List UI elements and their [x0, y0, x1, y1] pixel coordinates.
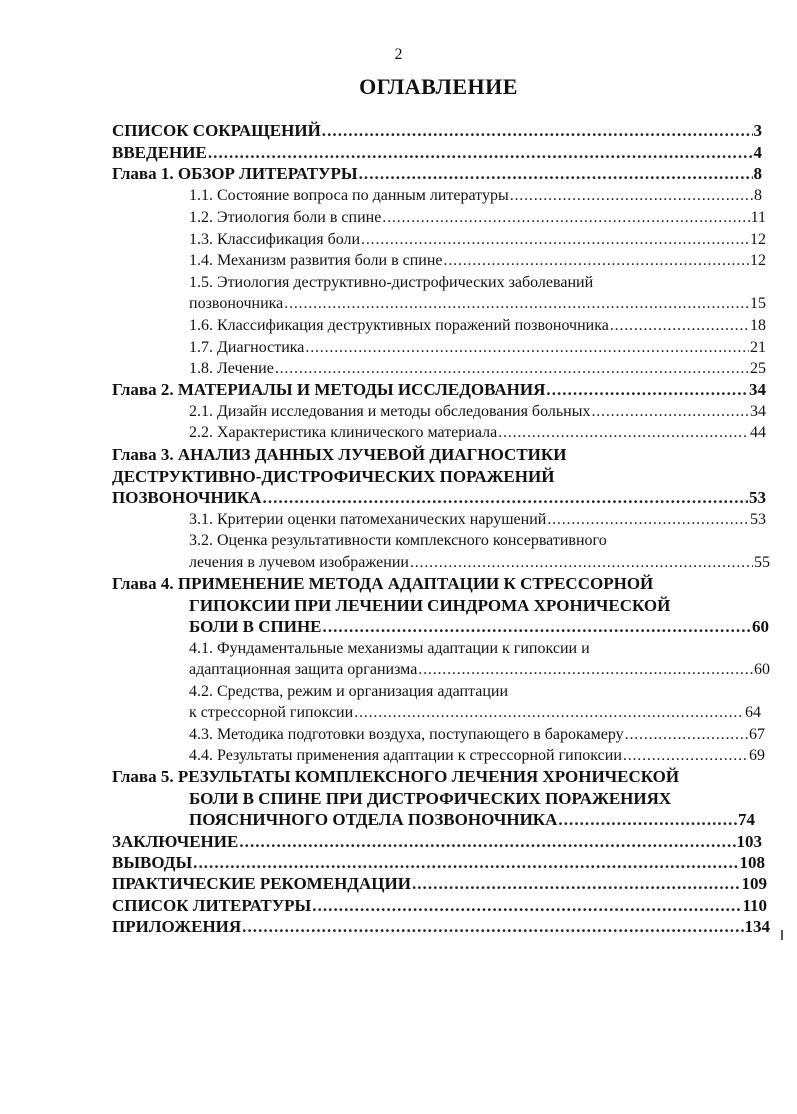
- toc-entry-title: 1.1. Состояние вопроса по данным литературы: [189, 187, 509, 204]
- toc-entry-page: 8: [754, 187, 762, 204]
- toc-entry-page: 55: [754, 554, 770, 571]
- toc-entry-page: 11: [750, 209, 766, 226]
- toc-entry-title: БОЛИ В СПИНЕ ПРИ ДИСТРОФИЧЕСКИХ ПОРАЖЕНИЯХ: [189, 789, 672, 808]
- toc-entry: [189, 703, 761, 723]
- toc-entry-title: 4.4. Результаты применения адаптации к стрессорной гипоксии: [189, 747, 622, 764]
- toc-entry-title: ГИПОКСИИ ПРИ ЛЕЧЕНИИ СИНДРОМА ХРОНИЧЕСКОЙ: [189, 596, 671, 615]
- toc-entry: [112, 445, 766, 465]
- toc-entry-page: 109: [741, 874, 767, 893]
- toc-entry-title: СПИСОК ЛИТЕРАТУРЫ: [112, 896, 312, 915]
- toc-entry-title: 1.2. Этиология боли в спине: [189, 209, 382, 226]
- toc-entry-title: 1.7. Диагностика: [189, 339, 305, 356]
- toc-entry: [112, 143, 762, 163]
- toc-entry-page: 34: [749, 380, 766, 399]
- toc-entry-title: ПРИЛОЖЕНИЯ: [112, 917, 242, 936]
- toc-entry: [189, 531, 766, 551]
- toc-entry: [189, 789, 766, 809]
- toc-entry: [189, 359, 766, 379]
- toc-entry-title: СПИСОК СОКРАЩЕНИЙ: [112, 121, 321, 140]
- toc-entry-page: 67: [749, 726, 765, 743]
- dot-leader: [242, 917, 743, 937]
- toc-entry-title: ВВЕДЕНИЕ: [112, 143, 207, 162]
- toc-entry-title: 4.1. Фундаментальные механизмы адаптации к гипоксии и: [189, 640, 590, 657]
- toc-entry: [189, 510, 766, 530]
- toc-entry: [112, 574, 772, 594]
- toc-entry-page: 108: [739, 853, 765, 872]
- dot-leader: [412, 874, 741, 894]
- toc-entry-title: адаптационная защита организма: [189, 661, 418, 678]
- toc-entry-page: 18: [750, 317, 766, 334]
- toc-entry-title: Глава 4. ПРИМЕНЕНИЕ МЕТОДА АДАПТАЦИИ К СТРЕССОРНОЙ: [112, 574, 654, 593]
- toc-entry: [112, 380, 766, 400]
- dot-leader: [359, 164, 753, 184]
- toc-entry-title: 4.2. Средства, режим и организация адаптации: [189, 683, 509, 700]
- toc-entry-title: Глава 2. МАТЕРИАЛЫ И МЕТОДЫ ИССЛЕДОВАНИЯ: [112, 380, 546, 399]
- toc-entry-page: 110: [742, 896, 767, 915]
- toc-entry-title: к стрессорной гипоксии: [189, 704, 354, 721]
- dot-leader: [418, 660, 753, 680]
- toc-entry: [189, 294, 766, 314]
- dot-leader: [361, 230, 749, 250]
- toc-entry: [189, 810, 755, 830]
- dot-leader: [546, 380, 748, 400]
- toc-entry-title: 1.8. Лечение: [189, 360, 274, 377]
- toc-entry-title: 1.5. Этиология деструктивно-дистрофических заболеваний: [189, 274, 594, 291]
- toc-entry-page: 53: [750, 511, 766, 528]
- toc-entry-title: 1.3. Классификация боли: [189, 231, 361, 248]
- toc-entry: [189, 682, 766, 702]
- page-title: ОГЛАВЛЕНИЕ: [359, 74, 518, 99]
- dot-leader: [410, 553, 753, 573]
- dot-leader: [323, 617, 751, 637]
- toc-entry-title: Глава 1. ОБЗОР ЛИТЕРАТУРЫ: [112, 164, 358, 183]
- toc-entry-title: ВЫВОДЫ: [112, 853, 193, 872]
- dot-leader: [382, 208, 749, 228]
- toc-entry-title: ПОЯСНИЧНОГО ОТДЕЛА ПОЗВОНОЧНИКА: [189, 810, 558, 829]
- toc-entry-title: 2.2. Характеристика клинического материала: [189, 424, 498, 441]
- dot-leader: [284, 294, 749, 314]
- toc-entry-title: позвоночника: [189, 295, 284, 312]
- dot-leader: [547, 510, 749, 530]
- toc-entry: [112, 121, 762, 141]
- toc-entry-title: ЗАКЛЮЧЕНИЕ: [112, 832, 239, 851]
- toc-entry-title: 2.1. Дизайн исследования и методы обследования больных: [189, 403, 591, 420]
- dot-leader: [275, 359, 749, 379]
- dot-leader: [322, 121, 753, 141]
- dot-leader: [239, 832, 735, 852]
- toc-entry-page: 25: [750, 360, 766, 377]
- toc-entry-title: БОЛИ В СПИНЕ: [189, 617, 322, 636]
- toc-entry-page: 34: [750, 403, 766, 420]
- dot-leader: [498, 423, 749, 443]
- dot-leader: [312, 896, 741, 916]
- toc-entry-page: 15: [750, 295, 766, 312]
- toc-entry: [189, 208, 766, 228]
- toc-entry-title: 3.2. Оценка результативности комплексного консервативного: [189, 532, 607, 549]
- toc-entry: [189, 251, 766, 271]
- toc-entry: [189, 338, 766, 358]
- toc-entry: [112, 874, 767, 894]
- page-number: 2: [394, 46, 403, 63]
- toc-entry: [112, 832, 762, 852]
- dot-leader: [510, 186, 753, 206]
- toc-entry-page: 74: [738, 810, 755, 829]
- toc-entry-title: ПОЗВОНОЧНИКА: [112, 488, 262, 507]
- toc-entry: [112, 896, 767, 916]
- toc-entry-page: 103: [736, 832, 762, 851]
- toc-entry: [189, 316, 766, 336]
- toc-entry-title: 1.6. Классификация деструктивных поражений позвоночника: [189, 317, 609, 334]
- toc-entry: [189, 553, 770, 573]
- toc-entry: [112, 853, 765, 873]
- toc-entry-page: 21: [750, 339, 766, 356]
- toc-entry: [189, 617, 769, 637]
- dot-leader: [305, 338, 749, 358]
- toc-entry: [189, 402, 766, 422]
- toc-entry: [189, 423, 766, 443]
- toc-entry-page: 44: [750, 424, 766, 441]
- toc-entry: [189, 186, 762, 206]
- dot-leader: [444, 251, 749, 271]
- toc-entry-page: 12: [750, 231, 766, 248]
- toc-entry-page: 12: [750, 252, 766, 269]
- toc-entry-page: 60: [754, 661, 770, 678]
- toc-entry-page: 8: [753, 164, 762, 183]
- toc-entry-page: 60: [752, 617, 769, 636]
- toc-entry-title: лечения в лучевом изображении: [189, 554, 409, 571]
- toc-entry: [189, 725, 765, 745]
- toc-entry: [189, 660, 770, 680]
- toc-entry-page: 4: [753, 143, 762, 162]
- toc-entry-page: 64: [745, 704, 761, 721]
- toc-entry: [112, 917, 770, 937]
- dot-leader: [610, 316, 749, 336]
- toc-entry-title: ДЕСТРУКТИВНО-ДИСТРОФИЧЕСКИХ ПОРАЖЕНИЙ: [112, 467, 555, 486]
- toc-entry: [189, 746, 765, 766]
- toc-entry: [112, 467, 766, 487]
- dot-leader: [591, 402, 749, 422]
- toc-entry: [112, 767, 772, 787]
- toc-entry: [189, 273, 766, 293]
- toc-entry-title: 4.3. Методика подготовки воздуха, поступающего в барокамеру: [189, 726, 624, 743]
- toc-entry: [189, 639, 766, 659]
- toc-entry-title: 1.4. Механизм развития боли в спине: [189, 252, 443, 269]
- dot-leader: [193, 853, 738, 873]
- toc-entry-title: ПРАКТИЧЕСКИЕ РЕКОМЕНДАЦИИ: [112, 874, 411, 893]
- toc-entry-page: 69: [749, 747, 765, 764]
- toc-entry: [189, 230, 766, 250]
- dot-leader: [263, 488, 748, 508]
- toc-entry-title: Глава 3. АНАЛИЗ ДАННЫХ ЛУЧЕВОЙ ДИАГНОСТИКИ: [112, 445, 567, 464]
- scan-margin-mark: [781, 930, 787, 940]
- toc-entry: [112, 164, 762, 184]
- toc-entry: [112, 488, 766, 508]
- toc-entry-page: 53: [749, 488, 766, 507]
- dot-leader: [625, 725, 748, 745]
- toc-entry-title: Глава 5. РЕЗУЛЬТАТЫ КОМПЛЕКСНОГО ЛЕЧЕНИЯ ХРОНИЧЕСКОЙ: [112, 767, 680, 786]
- toc-entry-page: 3: [753, 121, 762, 140]
- dot-leader: [558, 810, 737, 830]
- toc-entry-page: 134: [744, 917, 770, 936]
- toc-entry: [189, 596, 769, 616]
- dot-leader: [623, 746, 748, 766]
- dot-leader: [208, 143, 753, 163]
- toc-entry-title: 3.1. Критерии оценки патомеханических нарушений: [189, 511, 547, 528]
- dot-leader: [354, 703, 744, 723]
